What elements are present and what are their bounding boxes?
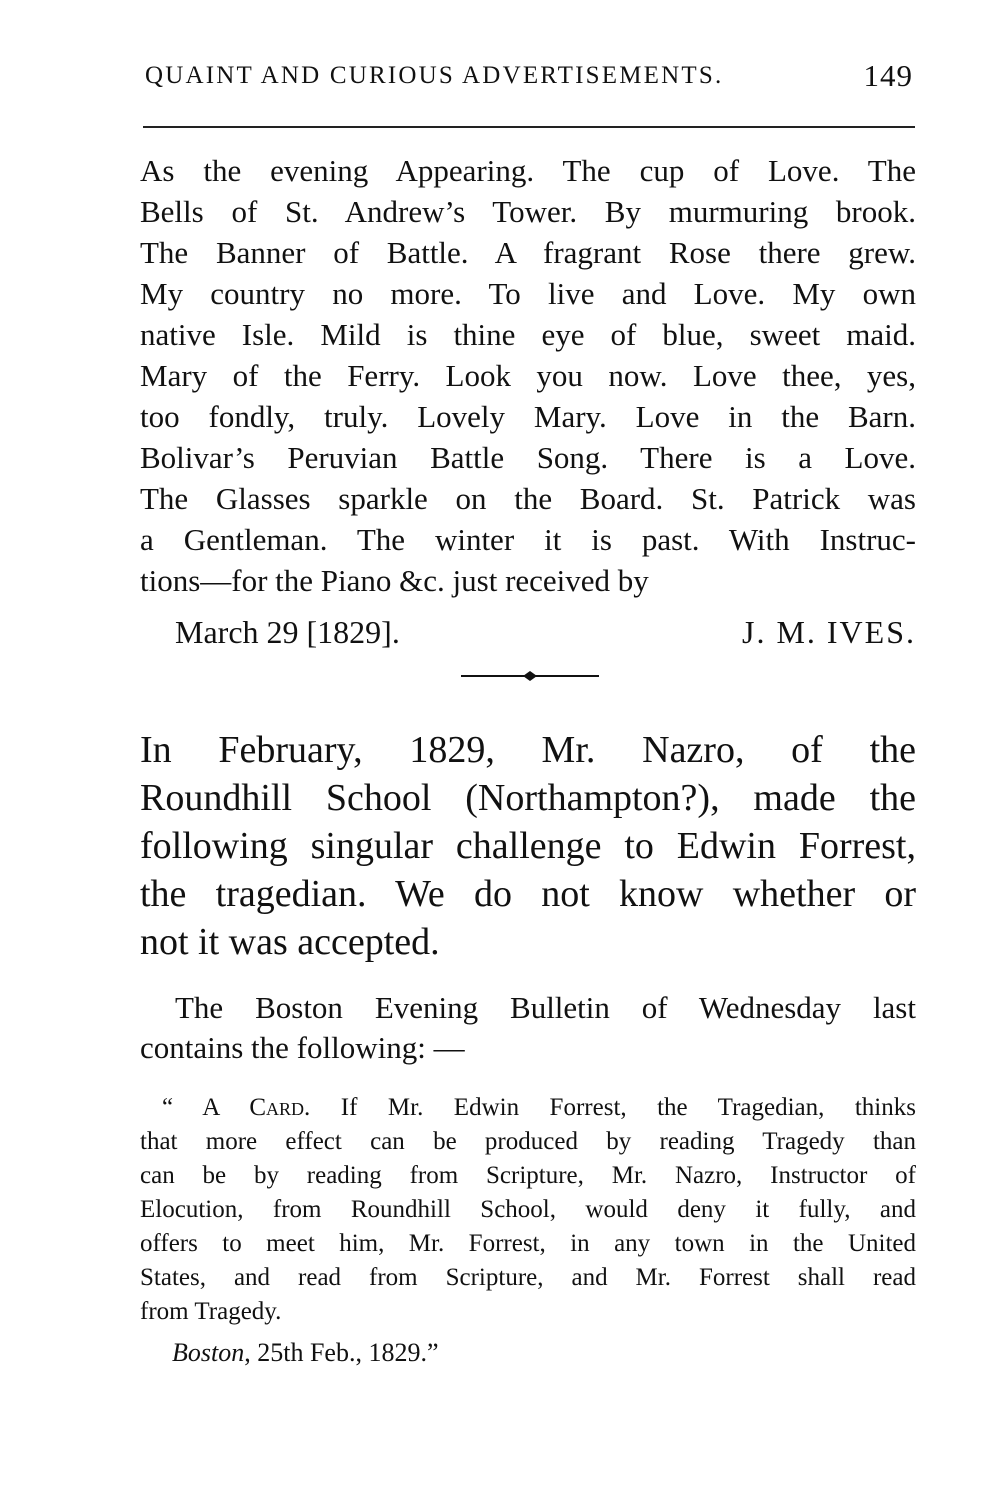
card-line: States, and read from Scripture, and Mr. Forrest shall read [140, 1264, 916, 1291]
signature-date: March 29 [1829]. [175, 614, 400, 650]
header-rule [143, 126, 915, 128]
song-list-line: Bells of St. Andrew’s Tower. By murmuring brook. [140, 194, 916, 229]
intro-line: not it was accepted. [140, 921, 440, 963]
intro-line: In February, 1829, Mr. Nazro, of the [140, 729, 916, 771]
bulletin-paragraph [140, 988, 916, 1068]
running-title: QUAINT AND CURIOUS ADVERTISEMENTS. [145, 62, 724, 89]
page-number: 149 [863, 58, 913, 93]
card-open-quote: “ A [162, 1094, 250, 1121]
song-list-line: tions—for the Piano &c. just received by [140, 563, 649, 598]
song-list-line: Bolivar’s Peruvian Battle Song. There is a Love. [140, 440, 916, 475]
card-line: can be by reading from Scripture, Mr. Nazro, Instructor of [140, 1162, 916, 1189]
card-heading: Card. [249, 1094, 311, 1121]
dateline-place: Boston [172, 1338, 245, 1367]
song-list-line: As the evening Appearing. The cup of Love. The [140, 153, 916, 188]
card-dateline [172, 1336, 439, 1370]
card-line: that more effect can be produced by reading Tragedy than [140, 1128, 916, 1155]
card-first-line-text: If Mr. Edwin Forrest, the Tragedian, thinks [310, 1094, 916, 1121]
page-header [143, 58, 915, 102]
intro-paragraph [140, 726, 916, 966]
dateline-date: , 25th Feb., 1829.” [244, 1338, 439, 1367]
card-line: Elocution, from Roundhill School, would deny it fully, and [140, 1196, 916, 1223]
card-line: from Tragedy. [140, 1298, 282, 1325]
song-list-line: too fondly, truly. Lovely Mary. Love in the Barn. [140, 399, 916, 434]
section-divider-ornament [461, 668, 599, 684]
card-line: offers to meet him, Mr. Forrest, in any town in the United [140, 1230, 916, 1257]
signature-name: J. M. IVES. [741, 614, 916, 650]
bulletin-line: The Boston Evening Bulletin of Wednesday last [175, 990, 916, 1025]
song-list-line: native Isle. Mild is thine eye of blue, sweet maid. [140, 317, 916, 352]
bulletin-line: contains the following: — [140, 1030, 465, 1065]
card-first-line [140, 1091, 916, 1125]
song-list-line: The Glasses sparkle on the Board. St. Patrick was [140, 481, 916, 516]
song-list-paragraph [140, 150, 916, 601]
intro-line: Roundhill School (Northampton?), made the [140, 777, 916, 819]
song-list-line: a Gentleman. The winter it is past. With Instruc- [140, 522, 916, 557]
intro-line: the tragedian. We do not know whether or [140, 873, 916, 915]
quoted-card [140, 1091, 916, 1329]
song-list-line: The Banner of Battle. A fragrant Rose there grew. [140, 235, 916, 270]
song-list-line: My country no more. To live and Love. My own [140, 276, 916, 311]
intro-line: following singular challenge to Edwin Forrest, [140, 825, 916, 867]
song-list-line: Mary of the Ferry. Look you now. Love thee, yes, [140, 358, 916, 393]
